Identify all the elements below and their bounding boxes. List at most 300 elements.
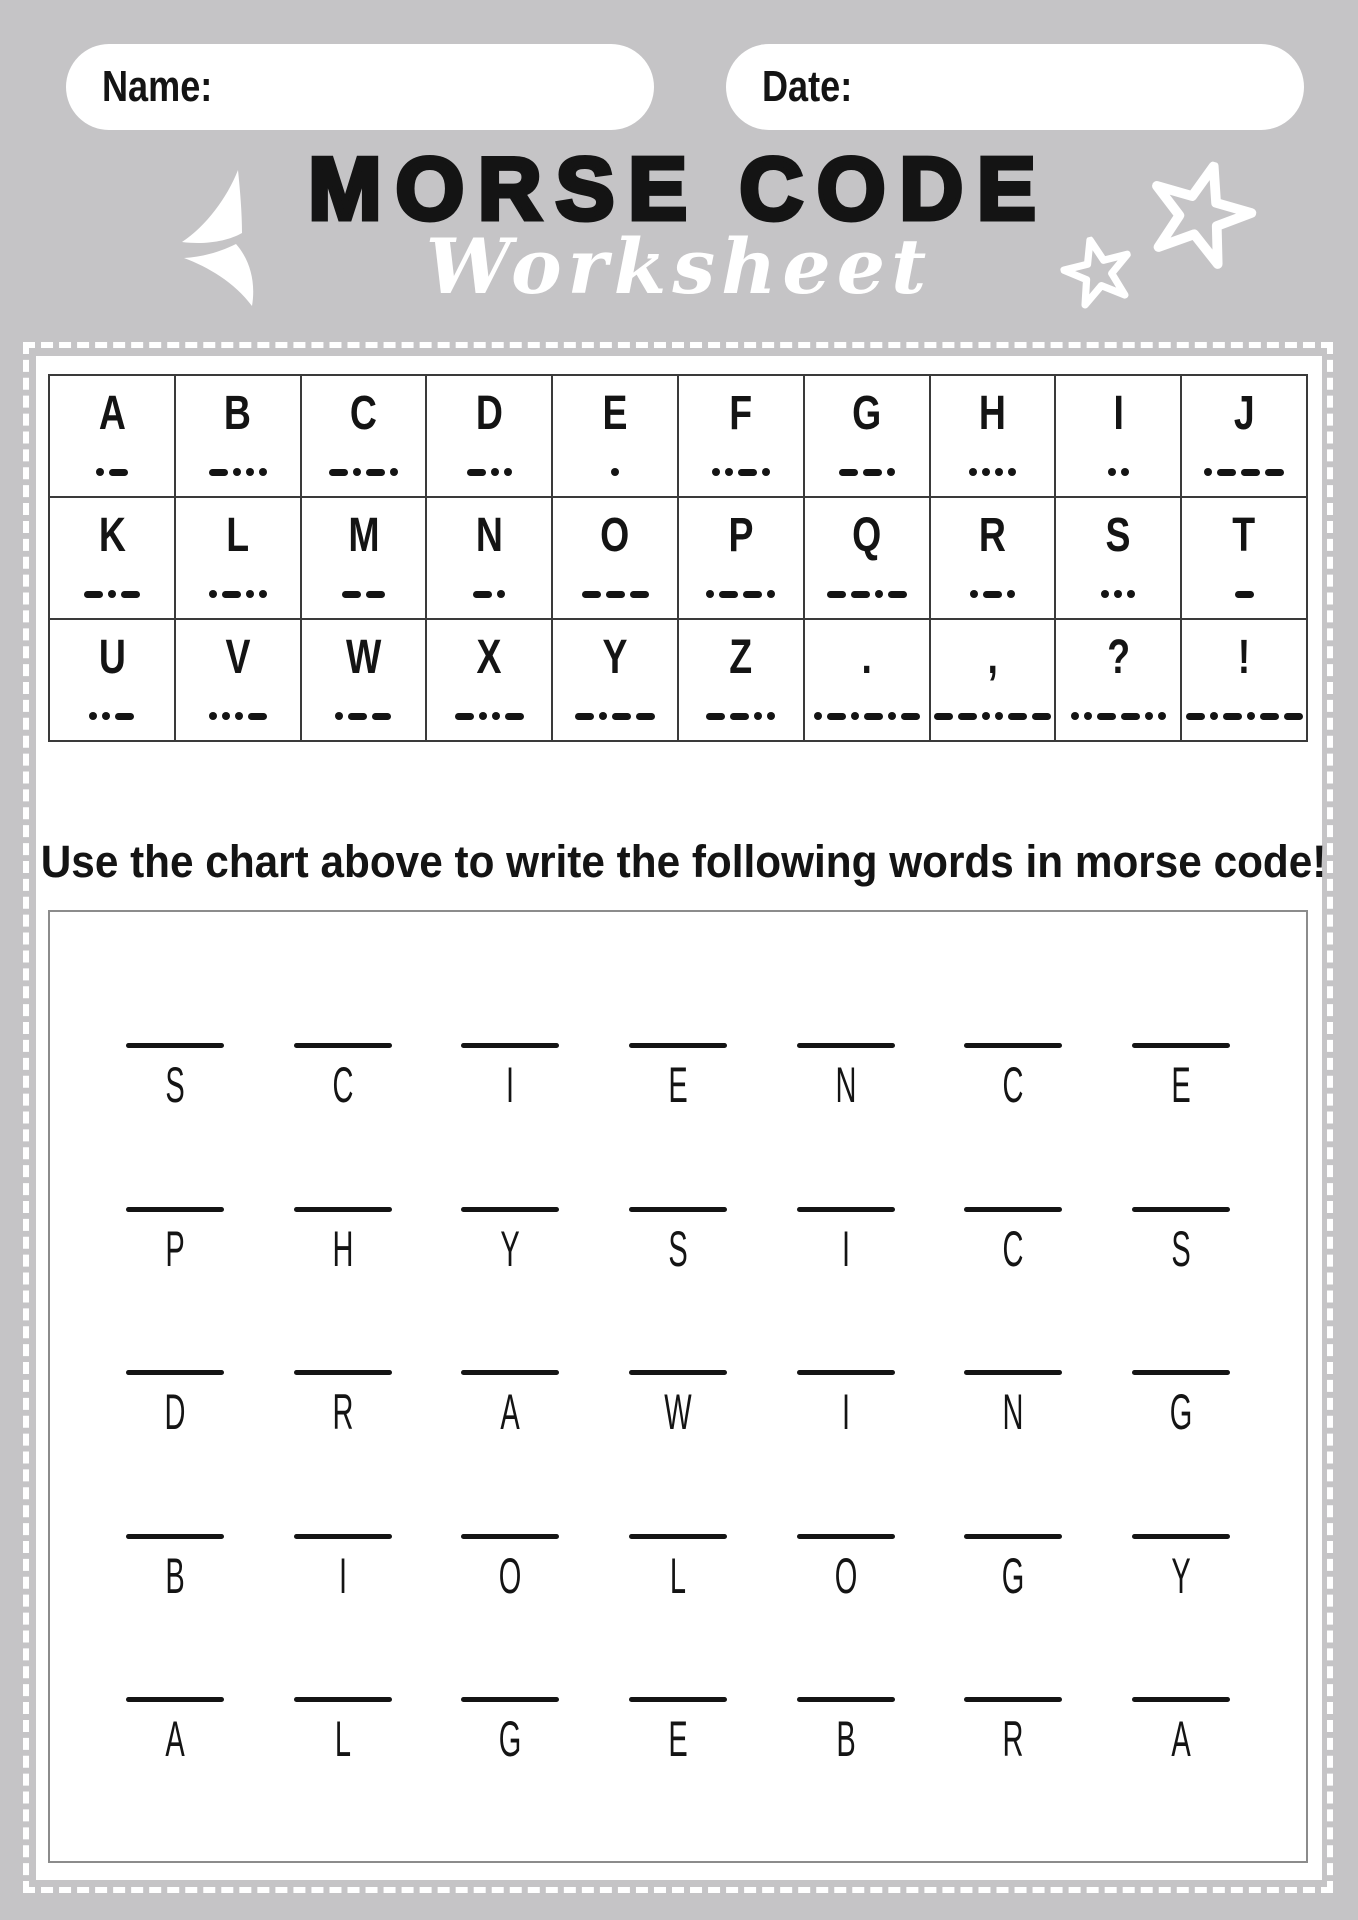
morse-dot-icon [1127,590,1135,598]
morse-code [329,468,398,476]
letter-cell [461,1697,559,1861]
answer-blank[interactable] [461,1534,559,1539]
letter-cell [629,1697,727,1861]
page-subtitle: Worksheet [425,222,933,311]
morse-dash-icon [1223,713,1242,720]
answer-blank[interactable] [294,1534,392,1539]
letter-cell [797,1370,895,1534]
word-letter: B [835,1711,856,1768]
morse-dash-icon [612,713,631,720]
name-label: Name: [102,62,213,111]
morse-dot-icon [209,712,217,720]
letter-cell [126,1697,224,1861]
answer-blank[interactable] [797,1534,895,1539]
answer-blank[interactable] [126,1534,224,1539]
word-letter: G [499,1711,522,1768]
chart-cell [677,620,803,740]
chart-cell [425,620,551,740]
morse-dot-icon [754,712,762,720]
answer-blank[interactable] [294,1370,392,1375]
answer-blank[interactable] [1132,1207,1230,1212]
morse-dash-icon [1121,713,1140,720]
morse-code [342,591,385,598]
morse-dot-icon [246,468,254,476]
letter-cell [126,1370,224,1534]
morse-code [582,591,649,598]
morse-dot-icon [762,468,770,476]
morse-code [1204,468,1284,476]
chart-cell [1180,498,1306,618]
morse-dash-icon [222,591,241,598]
morse-dash-icon [901,713,920,720]
morse-dash-icon [851,591,870,598]
morse-dash-icon [730,713,749,720]
morse-code [335,712,391,720]
morse-dot-icon [209,590,217,598]
answer-blank[interactable] [1132,1370,1230,1375]
answer-blank[interactable] [797,1207,895,1212]
morse-dash-icon [575,713,594,720]
morse-dash-icon [582,591,601,598]
morse-dot-icon [995,468,1003,476]
word-row [50,1697,1306,1861]
morse-dash-icon [109,469,128,476]
morse-code [209,468,267,476]
word-letter: Y [1171,1547,1191,1604]
morse-dash-icon [1260,713,1279,720]
morse-dash-icon [983,591,1002,598]
word-letter: C [1002,1220,1024,1277]
word-letter: N [835,1057,857,1113]
chart-letter: V [225,631,251,684]
morse-dash-icon [84,591,103,598]
answer-blank[interactable] [461,1207,559,1212]
morse-dot-icon [611,468,619,476]
chart-cell [929,498,1055,618]
chart-letter: ! [1237,631,1251,684]
morse-dot-icon [1084,712,1092,720]
chart-cell [929,376,1055,496]
word-letter: I [841,1384,850,1441]
morse-code [455,712,524,720]
chart-letter: Y [602,631,628,684]
morse-code [1071,712,1166,720]
answer-blank[interactable] [461,1370,559,1375]
morse-dash-icon [115,713,134,720]
letter-cell [1132,1534,1230,1698]
morse-dash-icon [372,713,391,720]
word-letter: E [668,1057,688,1113]
morse-dash-icon [121,591,140,598]
chart-letter: L [226,509,250,562]
word-letter: S [165,1057,185,1113]
letter-cell [629,1043,727,1207]
answer-blank[interactable] [126,1370,224,1375]
morse-dot-icon [1210,712,1218,720]
chart-letter: P [728,509,754,562]
morse-dot-icon [1145,712,1153,720]
chart-letter: W [345,631,382,684]
letter-cell [964,1370,1062,1534]
morse-dash-icon [738,469,757,476]
word-letter: C [332,1057,354,1113]
morse-dash-icon [1032,713,1051,720]
morse-code [706,712,775,720]
chart-letter: U [98,631,126,684]
answer-blank[interactable] [126,1697,224,1702]
morse-dash-icon [329,469,348,476]
answer-blank[interactable] [1132,1534,1230,1539]
morse-dot-icon [497,590,505,598]
morse-dot-icon [89,712,97,720]
morse-code [712,468,770,476]
letter-cell [294,1370,392,1534]
morse-code [209,590,267,598]
chart-letter: E [602,387,628,440]
word-letter: H [332,1220,354,1277]
morse-dot-icon [712,468,720,476]
morse-dash-icon [1008,713,1027,720]
letter-cell [964,1534,1062,1698]
word-row [50,1207,1306,1371]
morse-dash-icon [1241,469,1260,476]
morse-dot-icon [725,468,733,476]
morse-dot-icon [706,590,714,598]
chart-row [50,496,1306,618]
morse-dot-icon [235,712,243,720]
answer-blank[interactable] [126,1043,224,1048]
chart-cell [174,620,300,740]
chart-letter: F [729,387,753,440]
morse-dot-icon [1158,712,1166,720]
letter-cell [1132,1697,1230,1861]
chart-cell [803,498,929,618]
morse-dash-icon [1186,713,1205,720]
morse-dot-icon [233,468,241,476]
chart-cell [1054,376,1180,496]
morse-dash-icon [366,469,385,476]
morse-dash-icon [863,469,882,476]
word-row [50,1534,1306,1698]
morse-dash-icon [1265,469,1284,476]
morse-code [814,712,920,720]
answer-blank[interactable] [461,1697,559,1702]
chart-cell [174,498,300,618]
chart-letter: G [852,387,882,440]
chart-cell [803,376,929,496]
morse-dash-icon [1217,469,1236,476]
word-letter: O [834,1547,857,1604]
word-row [50,1370,1306,1534]
morse-dash-icon [636,713,655,720]
chart-cell [50,376,174,496]
letter-cell [126,1207,224,1371]
chart-cell [1054,620,1180,740]
morse-code [84,590,140,598]
chart-cell [677,498,803,618]
answer-blank[interactable] [294,1697,392,1702]
chart-cell [1180,376,1306,496]
morse-dash-icon [827,713,846,720]
morse-dot-icon [982,468,990,476]
morse-dash-icon [505,713,524,720]
answer-blank[interactable] [629,1697,727,1702]
chart-cell [929,620,1055,740]
morse-dash-icon [864,713,883,720]
chart-letter: ? [1106,631,1130,684]
chart-cell [1180,620,1306,740]
morse-dot-icon [504,468,512,476]
letter-cell [629,1534,727,1698]
letter-cell [797,1697,895,1861]
morse-dash-icon [1284,713,1303,720]
morse-dot-icon [222,712,230,720]
letter-cell [294,1043,392,1207]
morse-dot-icon [1071,712,1079,720]
word-letter: S [1171,1220,1191,1277]
chart-cell [425,498,551,618]
morse-code [467,468,512,476]
morse-dot-icon [767,712,775,720]
chart-letter: X [476,631,502,684]
morse-dash-icon [743,591,762,598]
morse-dot-icon [96,468,104,476]
morse-dot-icon [479,712,487,720]
date-label: Date: [762,62,853,111]
answer-blank[interactable] [964,1697,1062,1702]
answer-blank[interactable] [1132,1043,1230,1048]
morse-dot-icon [1101,590,1109,598]
letter-cell [797,1043,895,1207]
morse-code [575,712,655,720]
chart-letter: B [224,387,252,440]
answer-blank[interactable] [964,1207,1062,1212]
morse-dash-icon [606,591,625,598]
chart-cell [551,376,677,496]
answer-blank[interactable] [126,1207,224,1212]
chart-cell [50,498,174,618]
answer-blank[interactable] [294,1043,392,1048]
word-letter: L [334,1711,351,1768]
morse-dash-icon [827,591,846,598]
word-letter: E [1171,1057,1191,1113]
letter-cell [797,1207,895,1371]
letter-cell [1132,1043,1230,1207]
word-letter: I [506,1057,515,1113]
morse-dot-icon [982,712,990,720]
letter-cell [126,1043,224,1207]
morse-dash-icon [1097,713,1116,720]
letter-cell [294,1697,392,1861]
letter-cell [126,1534,224,1698]
morse-code [706,590,775,598]
morse-code [1101,590,1135,598]
morse-dot-icon [767,590,775,598]
word-letter: A [1171,1711,1191,1768]
chart-cell [1054,498,1180,618]
morse-dash-icon [958,713,977,720]
morse-dash-icon [467,469,486,476]
morse-dot-icon [1108,468,1116,476]
chart-row [50,376,1306,496]
word-letter: A [165,1711,185,1768]
answer-blank[interactable] [629,1207,727,1212]
morse-dot-icon [353,468,361,476]
answer-blank[interactable] [797,1370,895,1375]
date-field[interactable] [726,44,1304,130]
morse-dash-icon [248,713,267,720]
morse-dot-icon [491,468,499,476]
morse-dash-icon [342,591,361,598]
chart-letter: M [347,509,380,562]
morse-dot-icon [1114,590,1122,598]
name-field[interactable] [66,44,654,130]
morse-dot-icon [1247,712,1255,720]
answer-blank[interactable] [797,1043,895,1048]
answer-blank[interactable] [461,1043,559,1048]
morse-code [1186,712,1303,720]
morse-dot-icon [1008,468,1016,476]
morse-dot-icon [259,590,267,598]
answer-blank[interactable] [1132,1697,1230,1702]
morse-code [96,468,128,476]
answer-blank[interactable] [797,1697,895,1702]
chart-cell [50,620,174,740]
morse-dot-icon [390,468,398,476]
chart-cell [174,376,300,496]
word-letter: W [664,1384,692,1441]
chart-letter: Q [852,509,882,562]
morse-code [1235,591,1254,598]
chart-letter: H [978,387,1006,440]
chart-letter: I [1113,387,1124,440]
morse-code [969,468,1016,476]
word-letter: N [1002,1384,1024,1441]
chart-cell [677,376,803,496]
chart-cell [300,620,426,740]
morse-code [970,590,1015,598]
word-row [50,1043,1306,1207]
morse-dot-icon [970,590,978,598]
morse-dash-icon [455,713,474,720]
chart-letter: , [987,631,998,684]
morse-code [1108,468,1129,476]
word-letter: I [841,1220,850,1277]
morse-dot-icon [969,468,977,476]
word-letter: A [500,1384,520,1441]
chart-row [50,618,1306,740]
morse-dot-icon [246,590,254,598]
morse-dot-icon [814,712,822,720]
letter-cell [964,1697,1062,1861]
exercise-words [48,910,1308,1863]
morse-chart-table [48,374,1308,742]
answer-blank[interactable] [629,1534,727,1539]
letter-cell [294,1207,392,1371]
chart-cell [803,620,929,740]
word-letter: G [1001,1547,1025,1604]
morse-dot-icon [108,590,116,598]
morse-dash-icon [473,591,492,598]
chart-letter: J [1233,387,1255,440]
word-letter: R [332,1384,354,1441]
word-letter: Y [500,1220,520,1277]
word-letter: I [338,1547,347,1604]
answer-blank[interactable] [964,1534,1062,1539]
letter-cell [964,1043,1062,1207]
chart-letter: N [475,509,503,562]
morse-code [89,712,134,720]
word-letter: D [164,1384,186,1441]
morse-dot-icon [887,468,895,476]
chart-letter: C [349,387,378,440]
morse-dot-icon [851,712,859,720]
chart-letter: R [978,509,1006,562]
page-title: MORSE CODE [308,139,1050,238]
morse-dash-icon [348,713,367,720]
chart-cell [300,498,426,618]
morse-dash-icon [706,713,725,720]
letter-cell [461,1534,559,1698]
chart-cell [551,498,677,618]
letter-cell [294,1534,392,1698]
word-letter: S [668,1220,688,1277]
word-letter: O [499,1547,522,1604]
answer-blank[interactable] [964,1043,1062,1048]
word-letter: G [1169,1384,1193,1441]
morse-dot-icon [335,712,343,720]
letter-cell [629,1207,727,1371]
instruction-text: Use the chart above to write the following words in morse code! [40,836,1327,887]
chart-cell [551,620,677,740]
answer-blank[interactable] [629,1043,727,1048]
word-letter: R [1002,1711,1024,1768]
morse-dot-icon [1007,590,1015,598]
chart-cell [425,376,551,496]
word-letter: P [165,1220,185,1277]
letter-cell [797,1534,895,1698]
letter-cell [461,1043,559,1207]
morse-dot-icon [1121,468,1129,476]
word-letter: C [1002,1057,1024,1113]
morse-code [209,712,267,720]
chart-cell [300,376,426,496]
morse-dot-icon [1204,468,1212,476]
morse-dash-icon [839,469,858,476]
morse-dash-icon [366,591,385,598]
letter-cell [1132,1207,1230,1371]
letter-cell [1132,1370,1230,1534]
morse-dash-icon [630,591,649,598]
word-letter: B [165,1547,185,1604]
morse-dash-icon [209,469,228,476]
answer-blank[interactable] [629,1370,727,1375]
answer-blank[interactable] [964,1370,1062,1375]
morse-dot-icon [102,712,110,720]
word-letter: E [668,1711,688,1768]
letter-cell [461,1370,559,1534]
chart-letter: Z [729,631,753,684]
morse-code [473,590,505,598]
chart-letter: D [475,387,503,440]
chart-letter: K [98,509,126,562]
morse-code [611,468,619,476]
letter-cell [964,1207,1062,1371]
morse-dash-icon [934,713,953,720]
morse-dot-icon [995,712,1003,720]
answer-blank[interactable] [294,1207,392,1212]
letter-cell [629,1370,727,1534]
